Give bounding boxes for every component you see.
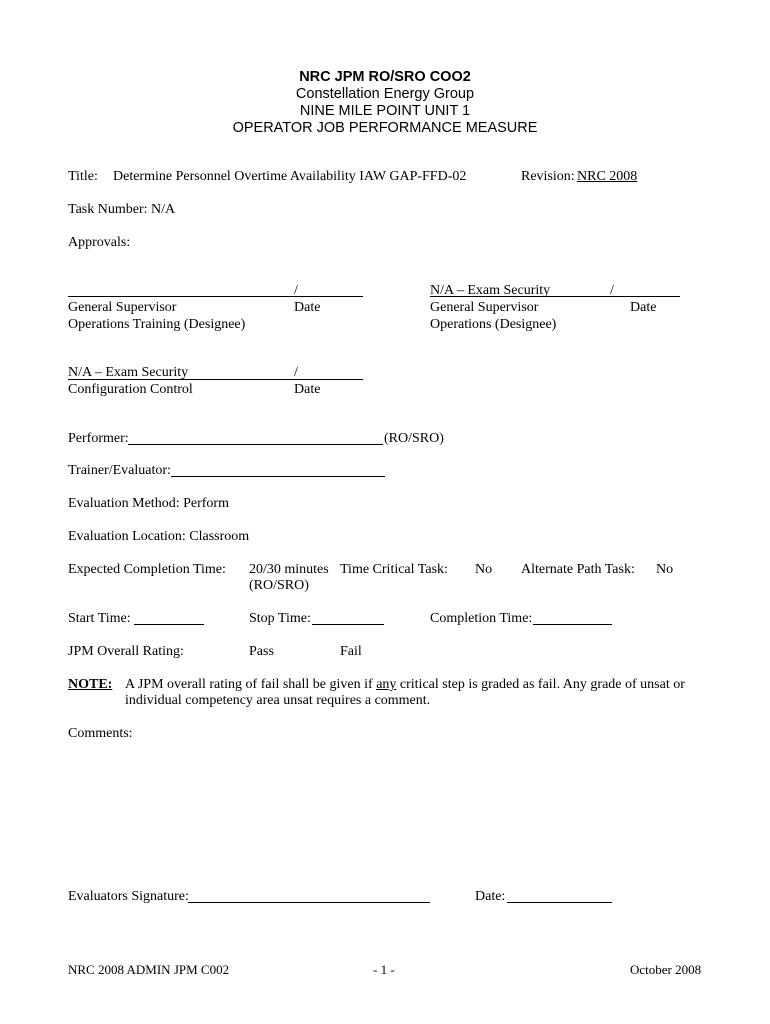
stop-time-field[interactable] <box>312 624 384 625</box>
approval-2-name: General Supervisor <box>430 300 539 315</box>
doc-heading: NRC JPM RO/SRO COO2 <box>299 69 471 85</box>
plant-name: NINE MILE POINT UNIT 1 <box>299 103 471 119</box>
approval-3-slash: / <box>294 365 298 380</box>
trainer-label: Trainer/Evaluator: <box>68 463 171 478</box>
note-label: NOTE: <box>68 677 113 692</box>
revision-label: Revision: <box>521 169 575 184</box>
completion-time-field[interactable] <box>533 624 612 625</box>
approval-3-pre: N/A – Exam Security <box>68 365 189 380</box>
rating-fail[interactable]: Fail <box>340 644 362 659</box>
approval-3-date-label: Date <box>294 382 321 397</box>
approvals-label: Approvals: <box>68 235 131 250</box>
performer-suffix: (RO/SRO) <box>384 431 444 446</box>
approval-3-name: Configuration Control <box>68 382 193 397</box>
time-critical-label: Time Critical Task: <box>340 562 448 577</box>
comments-area[interactable] <box>68 745 698 865</box>
approval-1-slash: / <box>294 283 298 298</box>
evaluation-location: Evaluation Location: Classroom <box>68 529 250 544</box>
rating-pass[interactable]: Pass <box>249 644 274 659</box>
stop-time-label: Stop Time: <box>249 611 311 626</box>
performer-label: Performer: <box>68 431 129 446</box>
start-time-label: Start Time: <box>68 611 131 626</box>
signature-date-label: Date: <box>475 889 506 904</box>
title-value: Determine Personnel Overtime Availability IAW GAP-FFD-02 <box>113 169 467 184</box>
approval-2-date-label: Date <box>630 300 657 315</box>
doc-type: OPERATOR JOB PERFORMANCE MEASURE <box>232 120 538 136</box>
signature-date-field[interactable] <box>507 902 612 903</box>
comments-label: Comments: <box>68 726 133 741</box>
revision-value: NRC 2008 <box>577 169 638 184</box>
note-text-line2: individual competency area unsat requires a comment. <box>125 693 431 708</box>
approval-1-date-label: Date <box>294 300 321 315</box>
task-number: Task Number: N/A <box>68 202 176 217</box>
evaluator-signature-field[interactable] <box>188 902 430 903</box>
overall-rating-label: JPM Overall Rating: <box>68 644 184 659</box>
footer-left: NRC 2008 ADMIN JPM C002 <box>68 962 230 977</box>
time-critical-value: No <box>475 562 493 577</box>
alternate-path-value: No <box>656 562 674 577</box>
completion-time-value: 20/30 minutes <box>249 562 329 577</box>
alternate-path-label: Alternate Path Task: <box>521 562 635 577</box>
title-label: Title: <box>68 169 98 184</box>
approval-2-sub: Operations (Designee) <box>430 317 557 332</box>
start-time-field[interactable] <box>134 624 204 625</box>
performer-field[interactable] <box>128 444 383 445</box>
approval-1-sub: Operations Training (Designee) <box>68 317 246 332</box>
page-number: - 1 - <box>373 962 395 977</box>
footer-right: October 2008 <box>630 962 702 977</box>
completion-time-sub: (RO/SRO) <box>249 578 309 593</box>
company-name: Constellation Energy Group <box>295 86 475 102</box>
evaluation-method: Evaluation Method: Perform <box>68 496 229 511</box>
note-text-b: critical step is graded as fail. Any grade of unsat or <box>399 677 685 692</box>
completion-time-field-label: Completion Time: <box>430 611 533 626</box>
trainer-field[interactable] <box>171 476 385 477</box>
note-text-line1 <box>125 677 685 693</box>
note-text-any: any <box>376 677 397 692</box>
note-text-a: A JPM overall rating of fail shall be given if <box>125 677 373 692</box>
evaluator-signature-label: Evaluators Signature: <box>68 889 189 904</box>
approval-2-slash: / <box>610 283 614 298</box>
approval-1-name: General Supervisor <box>68 300 177 315</box>
approval-2-pre: N/A – Exam Security <box>430 283 551 298</box>
completion-time-label: Expected Completion Time: <box>68 562 226 577</box>
approval-1-signature-line[interactable] <box>68 296 363 297</box>
